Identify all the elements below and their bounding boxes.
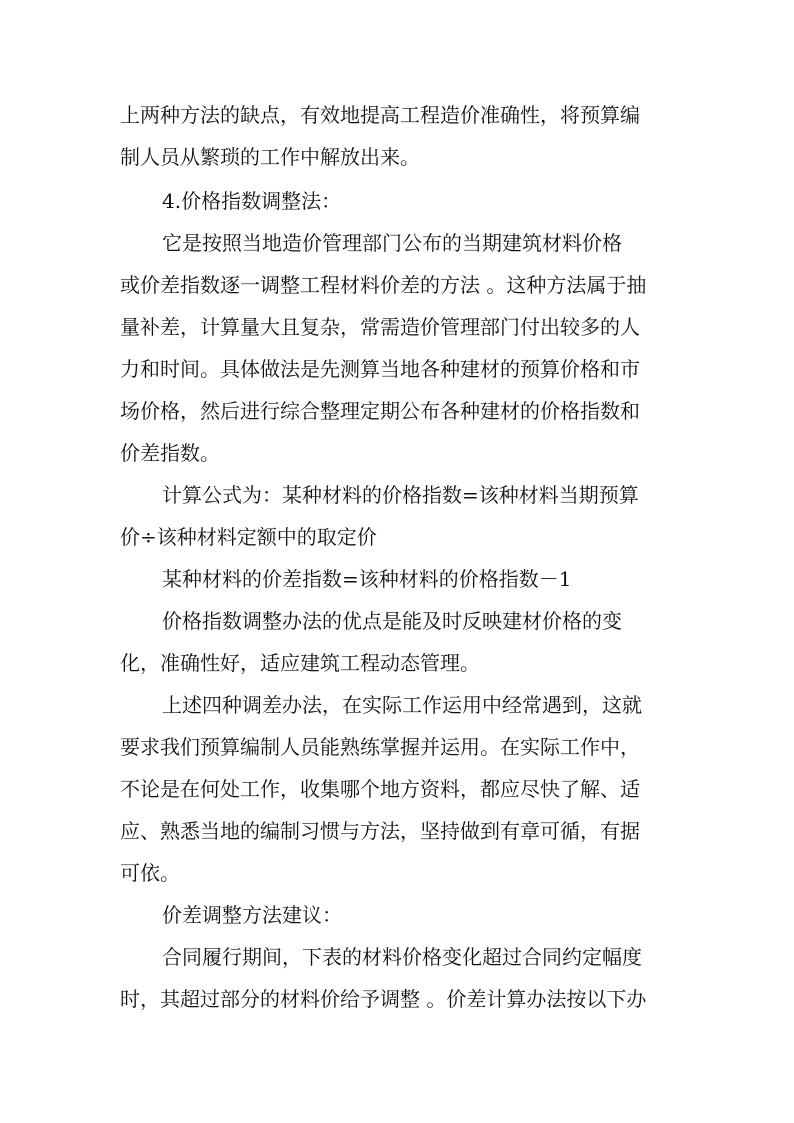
paragraph-line: 价差指数。	[120, 441, 220, 465]
paragraph-line: 制人员从繁琐的工作中解放出来。	[120, 145, 420, 169]
section-heading: 价差调整方法建议：	[162, 903, 342, 927]
paragraph-line: 化，准确性好，适应建筑工程动态管理。	[120, 651, 480, 675]
paragraph-line: 力和时间。具体做法是先测算当地各种建材的预算价格和市	[120, 357, 640, 381]
paragraph-line: 可依。	[120, 861, 180, 885]
paragraph-line: 或价差指数逐一调整工程材料价差的方法 。这种方法属于抽	[120, 273, 647, 297]
formula-line: 某种材料的价差指数=该种材料的价格指数－1	[162, 567, 572, 591]
paragraph-line: 上两种方法的缺点，有效地提高工程造价准确性，将预算编	[120, 103, 640, 127]
paragraph-line: 价格指数调整办法的优点是能及时反映建材价格的变	[162, 609, 622, 633]
section-heading: 4.价格指数调整法：	[162, 189, 342, 213]
paragraph-line: 合同履行期间，下表的材料价格变化超过合同约定幅度	[162, 945, 642, 969]
paragraph-line: 上述四种调差办法，在实际工作运用中经常遇到，这就	[162, 693, 642, 717]
formula-line: 计算公式为：某种材料的价格指数=该种材料当期预算	[162, 483, 639, 507]
paragraph-line: 量补差，计算量大且复杂，常需造价管理部门付出较多的人	[120, 315, 640, 339]
paragraph-line: 场价格，然后进行综合整理定期公布各种建材的价格指数和	[120, 399, 640, 423]
paragraph-line: 时，其超过部分的材料价给予调整 。价差计算办法按以下办	[120, 987, 647, 1011]
formula-line: 价÷该种材料定额中的取定价	[120, 525, 377, 549]
paragraph-line: 不论是在何处工作，收集哪个地方资料，都应尽快了解、适	[120, 777, 640, 801]
paragraph-line: 要求我们预算编制人员能熟练掌握并运用。在实际工作中，	[120, 735, 640, 759]
paragraph-line: 它是按照当地造价管理部门公布的当期建筑材料价格	[162, 231, 622, 255]
paragraph-line: 应、熟悉当地的编制习惯与方法，坚持做到有章可循，有据	[120, 819, 640, 843]
